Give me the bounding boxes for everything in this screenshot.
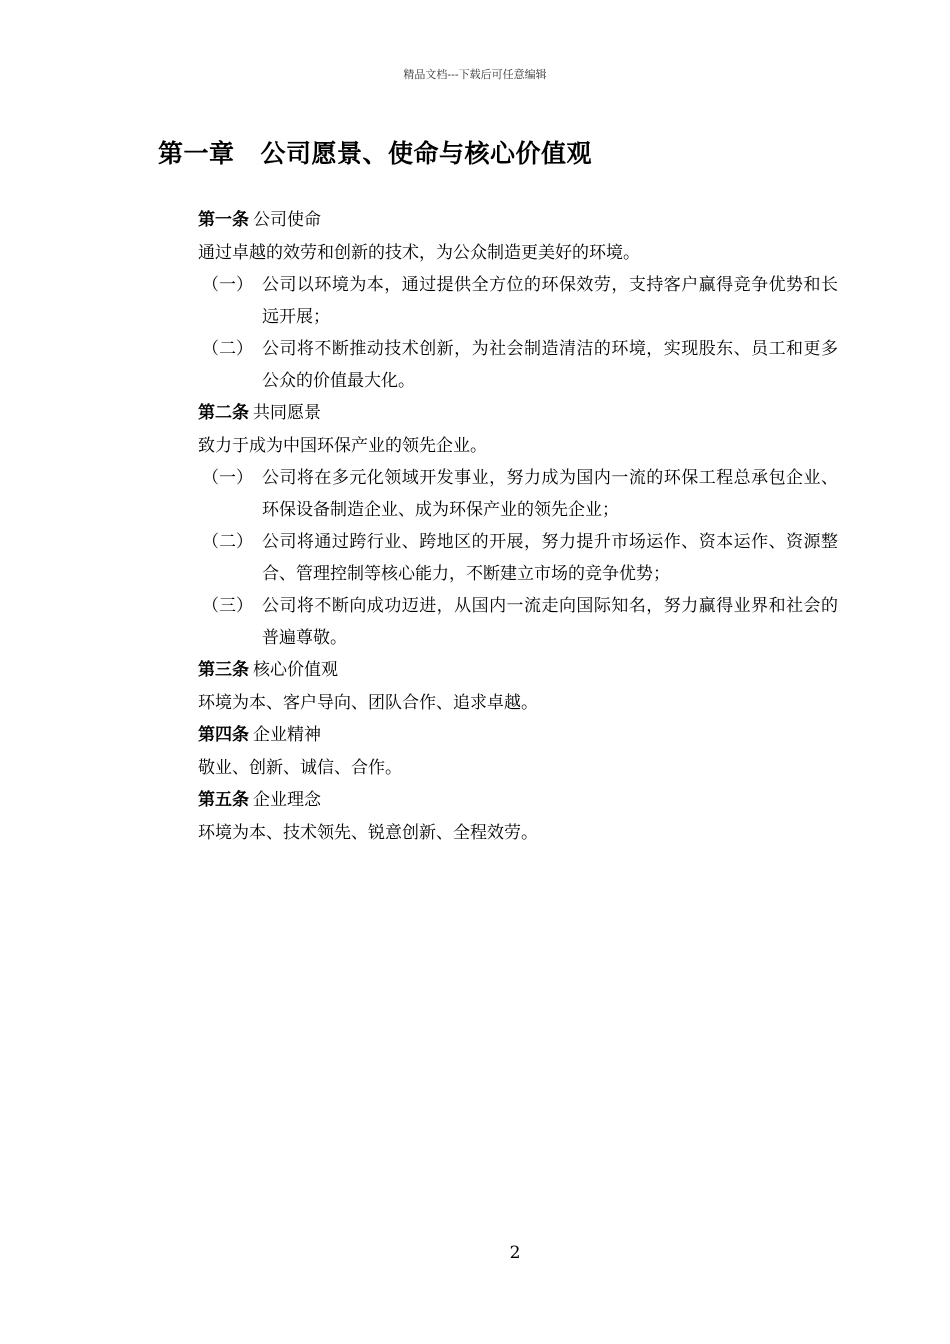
article-name: 企业精神 (253, 725, 321, 745)
list-item (198, 590, 838, 654)
page-number: 2 (509, 1243, 521, 1263)
article-heading (198, 654, 838, 687)
article-label: 第二条 (198, 403, 249, 423)
item-text: 公司将在多元化领域开发事业，努力成为国内一流的环保工程总承包企业、环保设备制造企业、成为环保产业的领先企业； (262, 468, 838, 520)
article-body: 环境为本、客户导向、团队合作、追求卓越。 (198, 692, 538, 713)
item-marker: （三） (202, 596, 253, 616)
list-item (198, 269, 838, 333)
article-body: 敬业、创新、诚信、合作。 (198, 757, 402, 778)
article-heading (198, 204, 838, 237)
article-heading (198, 784, 838, 817)
article-heading (198, 397, 838, 430)
article-label: 第五条 (198, 790, 249, 810)
page-header: 精品文档---下载后可任意编辑 (403, 68, 547, 81)
article-body: 致力于成为中国环保产业的领先企业。 (198, 435, 487, 456)
chapter-title: 公司愿景、使命与核心价值观 (260, 139, 593, 168)
item-marker: （二） (202, 532, 253, 552)
article-name: 共同愿景 (253, 403, 321, 423)
article-label: 第三条 (198, 660, 249, 680)
item-text: 公司将通过跨行业、跨地区的开展，努力提升市场运作、资本运作、资源整合、管理控制等核心能力，不断建立市场的竞争优势； (262, 532, 838, 584)
list-item (198, 526, 838, 590)
article-label: 第一条 (198, 210, 249, 230)
article-name: 企业理念 (253, 790, 321, 810)
chapter-heading (158, 134, 592, 170)
list-item (198, 462, 838, 526)
article-heading (198, 719, 838, 752)
chapter-number: 第一章 (158, 139, 235, 168)
list-item (198, 333, 838, 397)
item-marker: （二） (202, 339, 253, 359)
article-name: 核心价值观 (253, 660, 338, 680)
item-text: 公司将不断推动技术创新，为社会制造清洁的环境，实现股东、员工和更多公众的价值最大化。 (262, 339, 838, 391)
article-label: 第四条 (198, 725, 249, 745)
article-body: 环境为本、技术领先、锐意创新、全程效劳。 (198, 822, 538, 843)
article-name: 公司使命 (253, 210, 321, 230)
document-body (198, 204, 838, 849)
item-text: 公司以环境为本，通过提供全方位的环保效劳，支持客户赢得竞争优势和长远开展； (262, 275, 838, 327)
item-text: 公司将不断向成功迈进，从国内一流走向国际知名，努力赢得业界和社会的普遍尊敬。 (262, 596, 838, 648)
item-marker: （一） (202, 468, 253, 488)
item-marker: （一） (202, 275, 253, 295)
article-body: 通过卓越的效劳和创新的技术，为公众制造更美好的环境。 (198, 242, 640, 263)
